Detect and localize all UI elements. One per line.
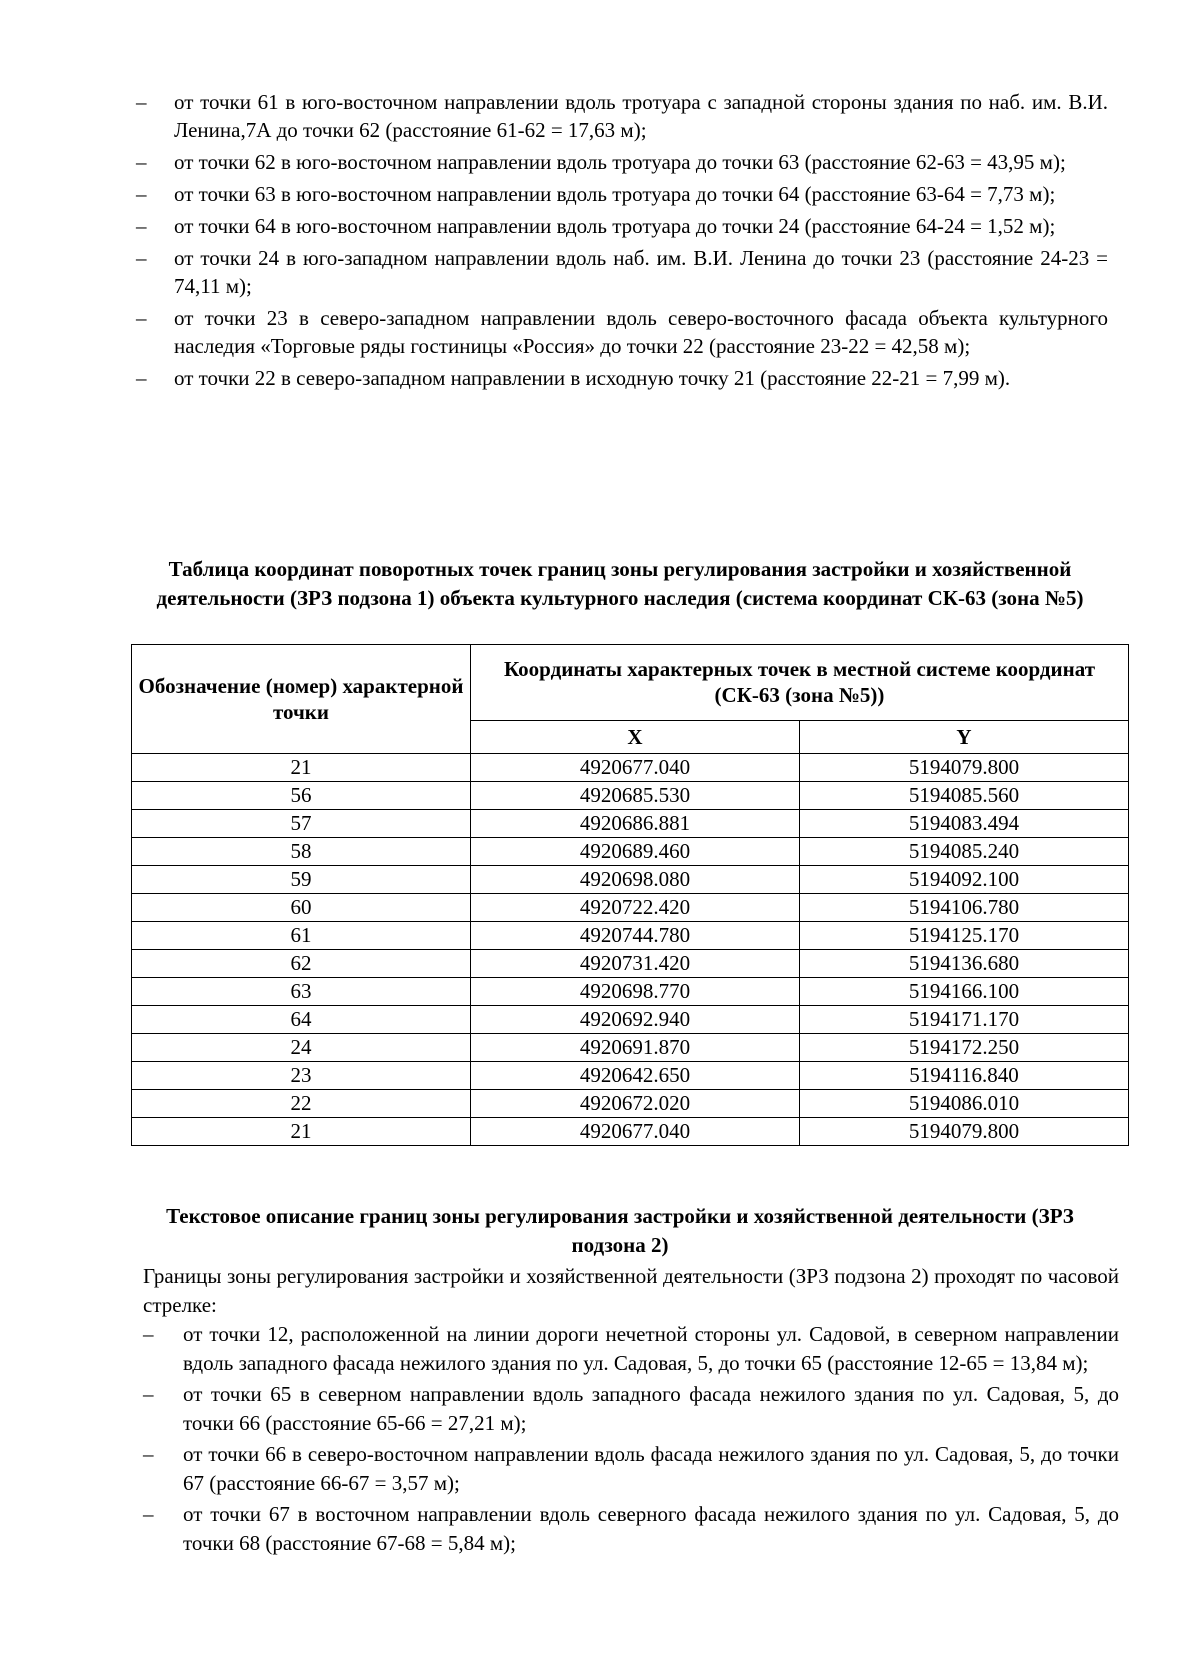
cell-point: 63: [132, 978, 471, 1006]
cell-y: 5194171.170: [800, 1006, 1129, 1034]
dash-marker: –: [143, 1502, 154, 1526]
cell-point: 59: [132, 866, 471, 894]
cell-y: 5194136.680: [800, 950, 1129, 978]
cell-x: 4920686.881: [471, 810, 800, 838]
cell-y: 5194085.560: [800, 782, 1129, 810]
list-item: [136, 212, 1108, 240]
column-header-x: X: [471, 720, 800, 753]
cell-point: 61: [132, 922, 471, 950]
table-row: [132, 1062, 1129, 1090]
cell-point: 56: [132, 782, 471, 810]
list-item: [143, 1380, 1119, 1438]
cell-x: 4920722.420: [471, 894, 800, 922]
cell-point: 24: [132, 1034, 471, 1062]
table-header-row: [132, 645, 1129, 721]
list-item-text: от точки 24 в юго-западном направлении вдоль наб. им. В.И. Ленина до точки 23 (расстояние 24-23 = 74,11 м);: [174, 246, 1108, 298]
table-row: [132, 1034, 1129, 1062]
list-item-text: от точки 62 в юго-восточном направлении вдоль тротуара до точки 63 (расстояние 62-63 = 43,95 м);: [174, 150, 1066, 174]
cell-point: 57: [132, 810, 471, 838]
cell-x: 4920692.940: [471, 1006, 800, 1034]
list-item-text: от точки 22 в северо-западном направлении в исходную точку 21 (расстояние 22-21 = 7,99 м).: [174, 366, 1011, 390]
list-item-text: от точки 66 в северо-восточном направлении вдоль фасада нежилого здания по ул. Садовая, 5, до точки 67 (расстояние 66-67 = 3,57 м);: [183, 1442, 1119, 1495]
table-row: [132, 838, 1129, 866]
list-item-text: от точки 12, расположенной на линии дороги нечетной стороны ул. Садовой, в северном направлении вдоль западного фасада нежилого здания по ул. Садовая, 5, до точки 65 (расстояние 12-65 = 13,84 м);: [183, 1322, 1119, 1375]
cell-point: 22: [132, 1090, 471, 1118]
column-header-point: Обозначение (номер) характерной точки: [132, 645, 471, 754]
table-row: [132, 754, 1129, 782]
table-row: [132, 782, 1129, 810]
table-row: [132, 1118, 1129, 1146]
list-item-text: от точки 61 в юго-восточном направлении вдоль тротуара с западной стороны здания по наб. им. В.И. Ленина,7А до точки 62 (расстояние 61-62 = 17,63 м);: [174, 90, 1108, 142]
cell-x: 4920689.460: [471, 838, 800, 866]
list-item: [136, 364, 1108, 392]
cell-point: 60: [132, 894, 471, 922]
list-item: [136, 148, 1108, 176]
list-item: [136, 304, 1108, 360]
column-header-y: Y: [800, 720, 1129, 753]
cell-x: 4920691.870: [471, 1034, 800, 1062]
dash-marker: –: [136, 246, 147, 270]
cell-point: 62: [132, 950, 471, 978]
cell-x: 4920731.420: [471, 950, 800, 978]
cell-y: 5194125.170: [800, 922, 1129, 950]
table-row: [132, 810, 1129, 838]
cell-y: 5194079.800: [800, 754, 1129, 782]
coordinates-table: [131, 644, 1129, 1146]
list-item-text: от точки 65 в северном направлении вдоль западного фасада нежилого здания по ул. Садовая, 5, до точки 66 (расстояние 65-66 = 27,21 м);: [183, 1382, 1119, 1435]
cell-x: 4920642.650: [471, 1062, 800, 1090]
boundary-description-list-2: [143, 1320, 1119, 1561]
list-item: [143, 1440, 1119, 1498]
dash-marker: –: [136, 182, 147, 206]
cell-x: 4920677.040: [471, 1118, 800, 1146]
cell-x: 4920698.080: [471, 866, 800, 894]
cell-point: 58: [132, 838, 471, 866]
dash-marker: –: [136, 214, 147, 238]
column-header-coordinates: Координаты характерных точек в местной системе координат (СК-63 (зона №5)): [471, 645, 1129, 721]
cell-y: 5194083.494: [800, 810, 1129, 838]
dash-marker: –: [143, 1382, 154, 1406]
table-row: [132, 1090, 1129, 1118]
list-item: [143, 1320, 1119, 1378]
list-item: [143, 1500, 1119, 1558]
cell-y: 5194166.100: [800, 978, 1129, 1006]
dash-marker: –: [136, 150, 147, 174]
list-item: [136, 244, 1108, 300]
cell-x: 4920685.530: [471, 782, 800, 810]
table-row: [132, 1006, 1129, 1034]
cell-y: 5194106.780: [800, 894, 1129, 922]
cell-point: 21: [132, 754, 471, 782]
cell-y: 5194116.840: [800, 1062, 1129, 1090]
list-item: [136, 88, 1108, 144]
cell-x: 4920698.770: [471, 978, 800, 1006]
table-row: [132, 922, 1129, 950]
cell-y: 5194086.010: [800, 1090, 1129, 1118]
cell-x: 4920744.780: [471, 922, 800, 950]
dash-marker: –: [136, 366, 147, 390]
cell-point: 23: [132, 1062, 471, 1090]
list-item-text: от точки 23 в северо-западном направлении вдоль северо-восточного фасада объекта культурного наследия «Торговые ряды гостиницы «Россия» до точки 22 (расстояние 23-22 = 42,58 м);: [174, 306, 1108, 358]
list-item: [136, 180, 1108, 208]
cell-y: 5194172.250: [800, 1034, 1129, 1062]
dash-marker: –: [143, 1322, 154, 1346]
list-item-text: от точки 64 в юго-восточном направлении вдоль тротуара до точки 24 (расстояние 64-24 = 1,52 м);: [174, 214, 1056, 238]
cell-x: 4920677.040: [471, 754, 800, 782]
dash-marker: –: [136, 90, 147, 114]
cell-y: 5194079.800: [800, 1118, 1129, 1146]
dash-marker: –: [136, 306, 147, 330]
table-row: [132, 978, 1129, 1006]
cell-y: 5194092.100: [800, 866, 1129, 894]
table-body: [132, 754, 1129, 1146]
section-intro: Границы зоны регулирования застройки и хозяйственной деятельности (ЗРЗ подзона 2) проходят по часовой стрелке:: [143, 1264, 1119, 1317]
cell-point: 21: [132, 1118, 471, 1146]
dash-marker: –: [143, 1442, 154, 1466]
table-row: [132, 866, 1129, 894]
list-item-text: от точки 63 в юго-восточном направлении вдоль тротуара до точки 64 (расстояние 63-64 = 7,73 м);: [174, 182, 1056, 206]
cell-y: 5194085.240: [800, 838, 1129, 866]
table-title: Таблица координат поворотных точек границ зоны регулирования застройки и хозяйственной деятельности (ЗРЗ подзона 1) объекта культурного наследия (система координат СК-63 (зона №5): [156, 557, 1084, 610]
list-item-text: от точки 67 в восточном направлении вдоль северного фасада нежилого здания по ул. Садовая, 5, до точки 68 (расстояние 67-68 = 5,84 м);: [183, 1502, 1119, 1555]
boundary-description-list-1: [136, 88, 1108, 395]
section-title: Текстовое описание границ зоны регулирования застройки и хозяйственной деятельности (ЗРЗ подзона 2): [166, 1204, 1074, 1257]
table-row: [132, 950, 1129, 978]
table-row: [132, 894, 1129, 922]
cell-point: 64: [132, 1006, 471, 1034]
cell-x: 4920672.020: [471, 1090, 800, 1118]
